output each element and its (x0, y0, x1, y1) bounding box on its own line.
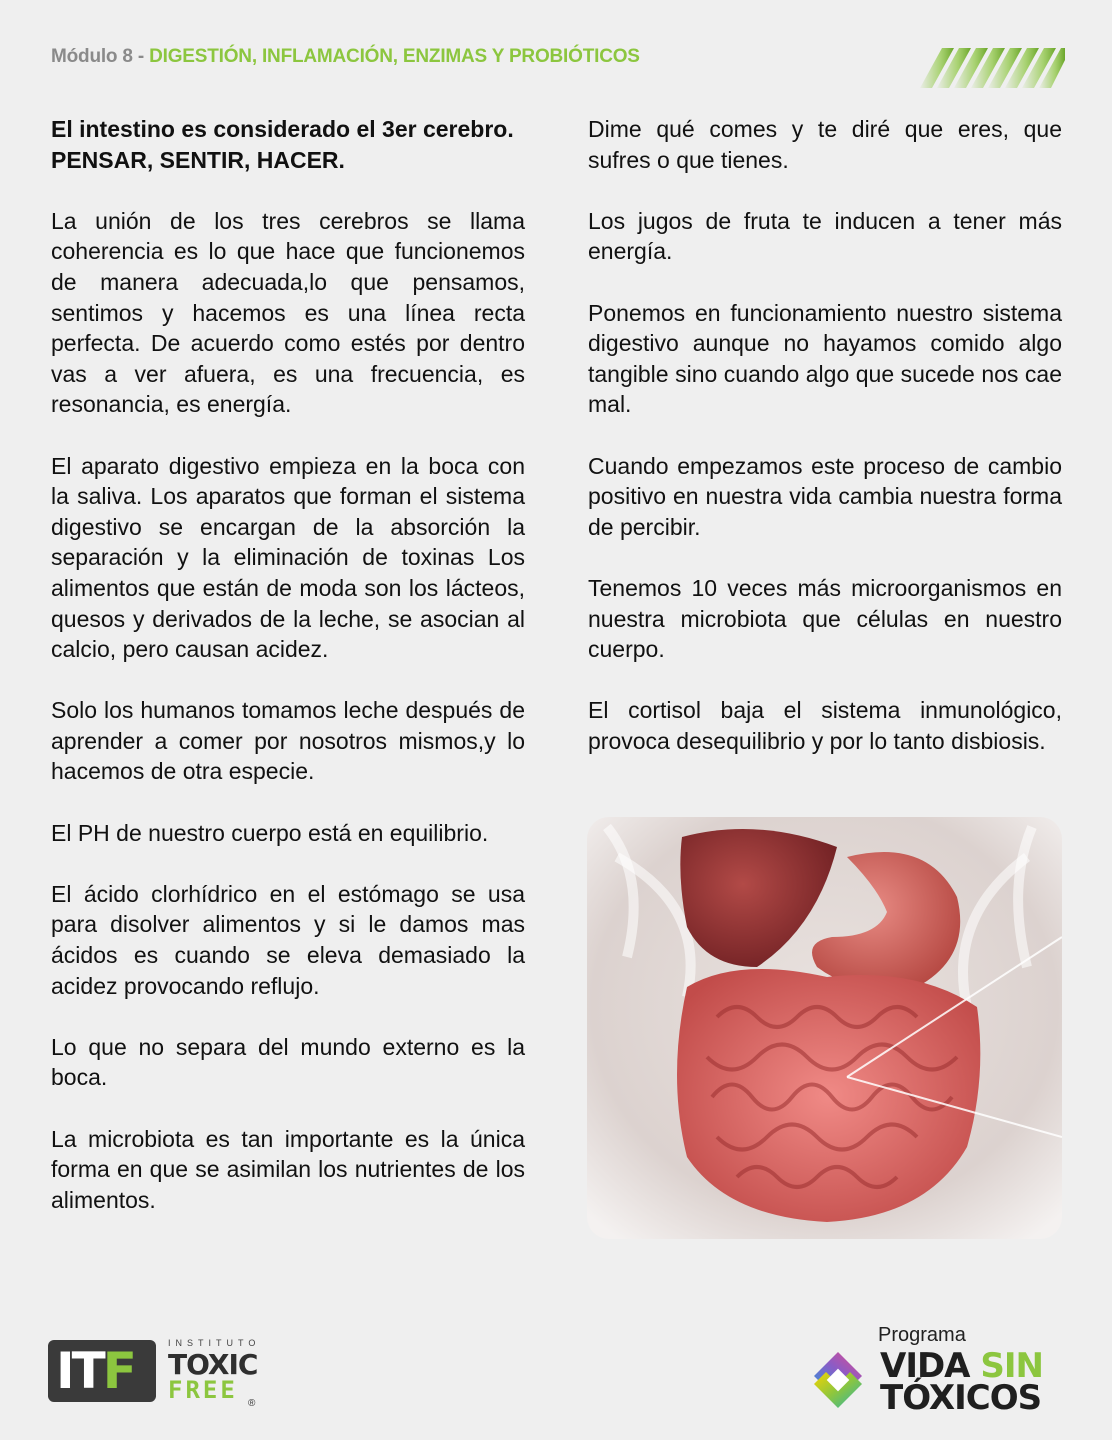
module-number: Módulo 8 (51, 46, 133, 67)
paragraph: Lo que no separa del mundo externo es la boca. (51, 1033, 525, 1091)
paragraph: Tenemos 10 veces más microorganismos en nuestra microbiota que células en nuestro cuerpo. (588, 574, 1062, 663)
itf-instituto-label: INSTITUTO (168, 1338, 261, 1348)
itf-toxic-label: TOXIC (168, 1348, 258, 1381)
decorative-stripes-icon (920, 48, 1065, 88)
digestive-system-illustration (587, 817, 1062, 1239)
paragraph: El cortisol baja el sistema inmunológico, provoca desequilibrio y por lo tanto disbiosis. (588, 697, 1062, 754)
itf-letters: IT (56, 1342, 103, 1400)
paragraph: La unión de los tres cerebros se llama coherencia es lo que hace que funcionemos de manera adecuada,lo que pensamos, sentimos y hacemos es una línea recta perfecta. De acuerdo como estés por dentro vas a ver afuera, es una frecuencia, es resonancia, es energía. (51, 207, 525, 418)
program-sin: SIN (980, 1346, 1043, 1386)
paragraph: Cuando empezamos este proceso de cambio positivo en nuestra vida cambia nuestra forma de percibir. (588, 452, 1062, 540)
paragraph: Los jugos de fruta te inducen a tener más energía. (588, 207, 1062, 265)
program-logo-icon (806, 1348, 870, 1412)
paragraph: Dime qué comes y te diré que eres, que sufres o que tienes. (588, 116, 1062, 173)
itf-free-label: FREE (168, 1376, 238, 1404)
paragraph: El PH de nuestro cuerpo está en equilibrio. (51, 819, 489, 846)
intestine-image (587, 817, 1062, 1239)
program-toxicos: TÓXICOS (880, 1378, 1042, 1418)
paragraph: El ácido clorhídrico en el estómago se usa para disolver alimentos y si le damos mas ácidos es cuando se eleva demasiado la acidez provocando reflujo. (51, 880, 525, 999)
registered-mark: ® (248, 1398, 256, 1409)
header-separator: - (137, 46, 145, 67)
right-text-column (588, 114, 1062, 787)
intro-line-2: PENSAR, SENTIR, HACER. (51, 146, 345, 173)
intro-line-1: El intestino es considerado el 3er cerebro. (51, 116, 514, 142)
paragraph: Ponemos en funcionamiento nuestro sistema digestivo aunque no hayamos comido algo tangible sino cuando algo que sucede nos cae mal. (588, 299, 1062, 418)
paragraph: El aparato digestivo empieza en la boca con la saliva. Los aparatos que forman el sistema digestivo se encargan de la absorción la separación y la eliminación de toxinas Los alimentos que están de moda son los lácteos, quesos y derivados de la leche, se asocian al calcio, pero causan acidez. (51, 452, 525, 663)
program-vida: VIDA (880, 1346, 970, 1386)
paragraph: Solo los humanos tomamos leche después de aprender a comer por nosotros mismos,y lo hacemos de otra especie. (51, 697, 525, 785)
paragraph: La microbiota es tan importante es la única forma en que se asimilan los nutrientes de los alimentos. (51, 1125, 525, 1213)
module-header (51, 46, 640, 68)
intro-heading (51, 114, 525, 175)
program-label: Programa (878, 1324, 966, 1346)
left-text-column (51, 114, 525, 1246)
module-topic: DIGESTIÓN, INFLAMACIÓN, ENZIMAS Y PROBIÓTICOS (149, 46, 640, 67)
itf-logo-mark (48, 1340, 156, 1402)
itf-letter-f: F (102, 1342, 134, 1400)
program-logo (806, 1324, 1076, 1424)
